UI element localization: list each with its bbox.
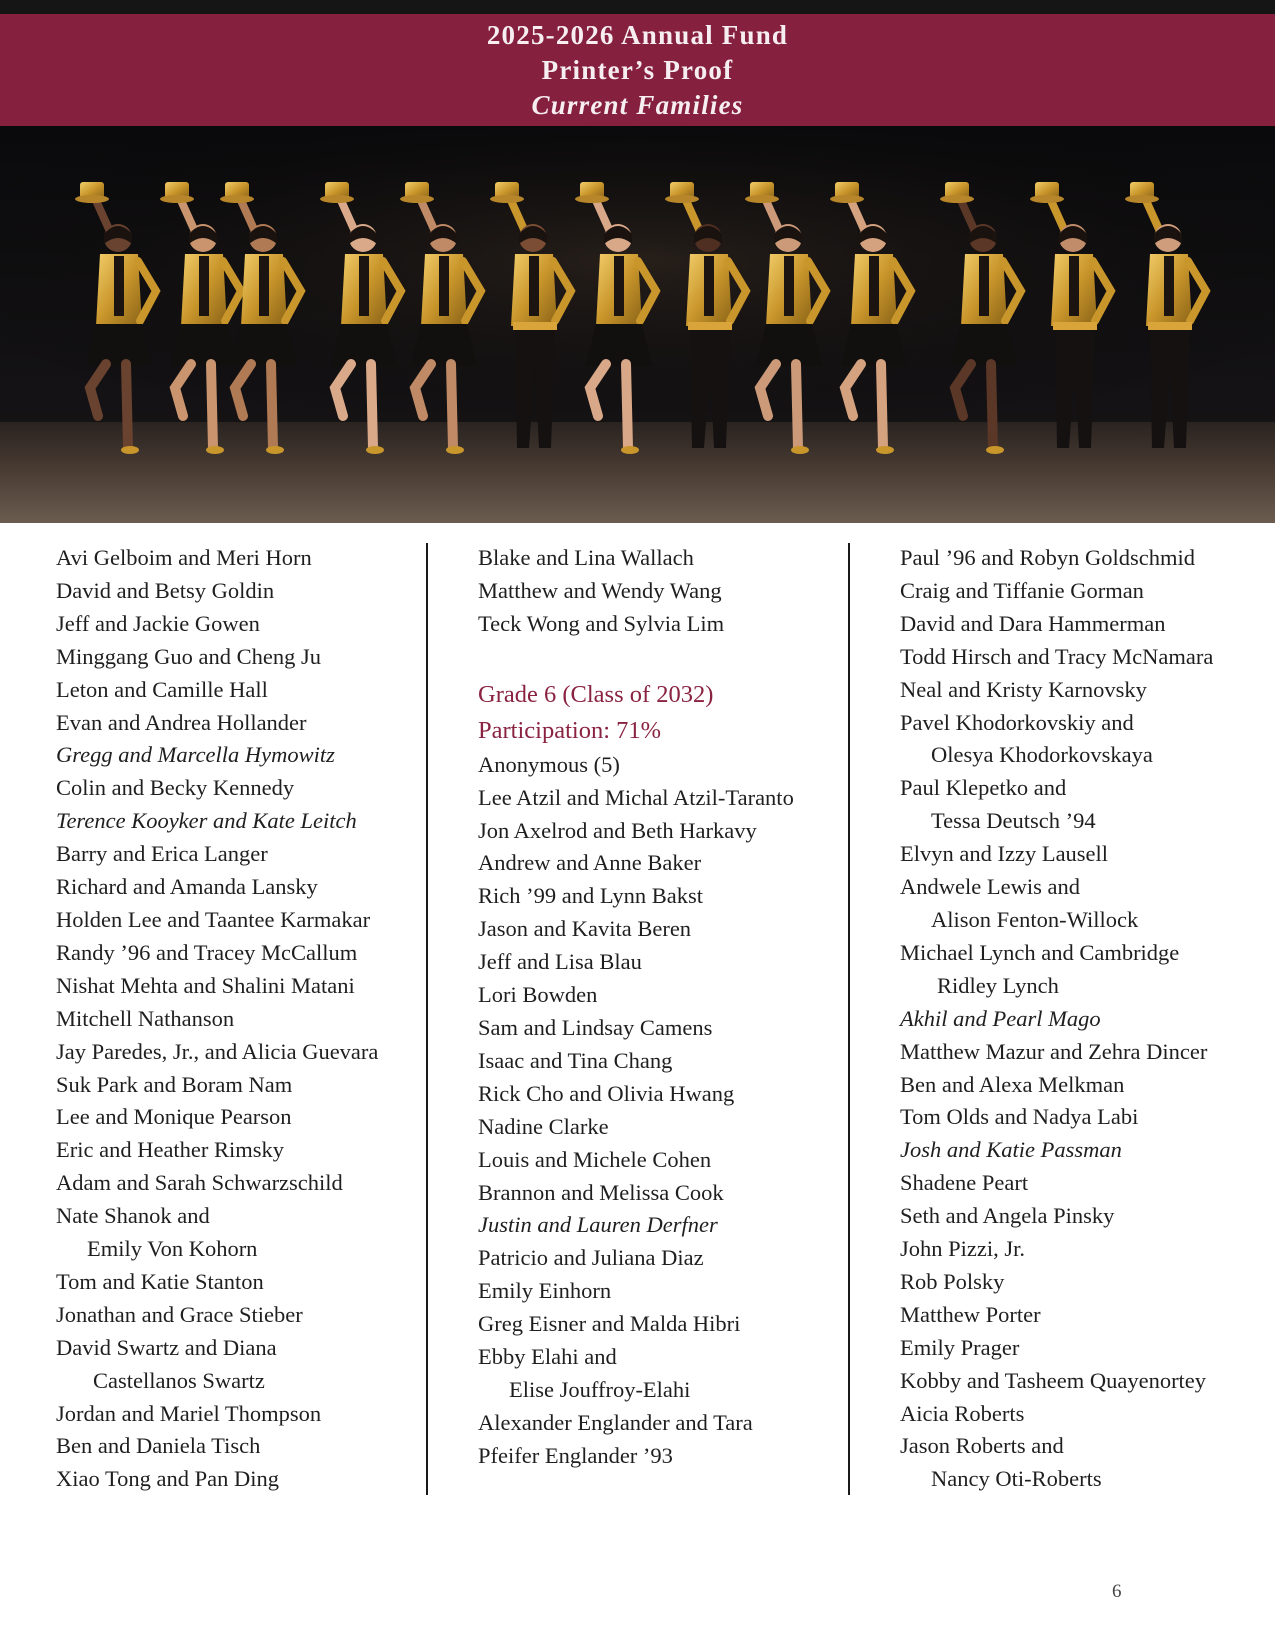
donor-name: Seth and Angela Pinsky [900,1203,1115,1229]
stage-photo [0,126,1275,523]
donor-name: Evan and Andrea Hollander [56,709,307,735]
donor-name: Leton and Camille Hall [56,676,268,702]
donor-name: Anonymous (5) [478,751,620,777]
donor-name: Tessa Deutsch ’94 [931,808,1096,834]
donor-name: Andrew and Anne Baker [478,850,702,876]
donor-name: Akhil and Pearl Mago [900,1005,1101,1031]
donor-name: Elise Jouffroy-Elahi [509,1376,691,1402]
donor-name: Richard and Amanda Lansky [56,874,318,900]
donor-name: Matthew and Wendy Wang [478,577,722,603]
grade-heading: Grade 6 (Class of 2032) [478,680,714,708]
donor-name: Louis and Michele Cohen [478,1146,712,1172]
donor-name: Matthew Porter [900,1301,1041,1327]
column-divider-1 [426,543,428,1495]
donor-name: Matthew Mazur and Zehra Dincer [900,1038,1208,1064]
donor-name: Randy ’96 and Tracey McCallum [56,939,358,965]
donor-name: David and Betsy Goldin [56,577,275,603]
donor-name: Ben and Daniela Tisch [56,1433,261,1459]
donor-name: Gregg and Marcella Hymowitz [56,742,335,768]
donor-name: Paul ’96 and Robyn Goldschmid [900,545,1195,570]
donor-name: Emily Einhorn [478,1278,612,1304]
donor-name: Jordan and Mariel Thompson [56,1400,322,1426]
grade-heading: Participation: 71% [478,716,662,744]
donor-name: Brannon and Melissa Cook [478,1179,724,1205]
donor-name: Paul Klepetko and [900,775,1067,801]
donor-name: Lee and Monique Pearson [56,1104,292,1130]
donor-name: Adam and Sarah Schwarzschild [56,1170,343,1196]
donor-name: Holden Lee and Taantee Karmakar [56,906,371,932]
donor-name: Nancy Oti-Roberts [931,1466,1102,1492]
donor-name: Olesya Khodorkovskaya [931,742,1153,768]
donor-name: Barry and Erica Langer [56,841,268,867]
banner-title: 2025-2026 Annual Fund [486,20,789,50]
donor-name: Ridley Lynch [937,972,1059,998]
donor-name: Castellanos Swartz [93,1367,265,1393]
donor-name: Todd Hirsch and Tracy McNamara [900,643,1214,669]
donor-name: Lee Atzil and Michal Atzil-Taranto [478,784,794,810]
donor-name: Justin and Lauren Derfner [478,1212,718,1238]
donor-name: Greg Eisner and Malda Hibri [478,1311,741,1337]
donor-name: Pfeifer Englander ’93 [478,1442,673,1468]
donor-name: Neal and Kristy Karnovsky [900,676,1147,702]
donor-name: Andwele Lewis and [900,874,1080,900]
donor-name: Pavel Khodorkovskiy and [900,709,1134,735]
donor-name: David and Dara Hammerman [900,610,1166,636]
donor-name: Kobby and Tasheem Quayenortey [900,1367,1207,1393]
column-divider-2 [848,543,850,1495]
donor-name: Jonathan and Grace Stieber [56,1301,303,1327]
donor-name: Blake and Lina Wallach [478,545,694,570]
donor-name: Tom and Katie Stanton [56,1268,264,1294]
donor-name: Xiao Tong and Pan Ding [56,1466,279,1492]
donor-name: Ebby Elahi and [478,1344,617,1370]
donor-name: Nate Shanok and [56,1203,210,1229]
donor-name: Ben and Alexa Melkman [900,1071,1125,1097]
donor-name: Rick Cho and Olivia Hwang [478,1080,735,1106]
donor-name: Patricio and Juliana Diaz [478,1245,704,1271]
donor-name: Shadene Peart [900,1170,1029,1196]
donor-name: Nishat Mehta and Shalini Matani [56,972,355,998]
donor-name: Tom Olds and Nadya Labi [900,1104,1139,1130]
donor-name: Teck Wong and Sylvia Lim [478,610,725,636]
page-number: 6 [1112,1581,1122,1602]
donor-name: Jason Roberts and [900,1433,1064,1459]
donor-name: Jeff and Jackie Gowen [56,610,260,636]
donor-name: Alexander Englander and Tara [478,1409,753,1435]
donor-name: Suk Park and Boram Nam [56,1071,293,1097]
donor-name: Rob Polsky [900,1268,1005,1294]
donor-name: Rich ’99 and Lynn Bakst [478,883,703,909]
donor-name: Avi Gelboim and Meri Horn [56,545,312,570]
donor-name: Sam and Lindsay Camens [478,1014,713,1040]
donor-name: Colin and Becky Kennedy [56,775,295,801]
donor-name: Eric and Heather Rimsky [56,1137,285,1163]
donor-name: Terence Kooyker and Kate Leitch [56,808,357,834]
donor-name: Aicia Roberts [900,1400,1025,1426]
header-banner [0,14,1275,126]
donor-name: David Swartz and Diana [56,1334,277,1360]
donor-column-1 [56,542,416,1496]
donor-name: Josh and Katie Passman [900,1137,1122,1163]
donor-name: John Pizzi, Jr. [900,1236,1026,1262]
donor-name: Mitchell Nathanson [56,1005,235,1031]
donor-name: Emily Prager [900,1334,1020,1360]
donor-name: Jeff and Lisa Blau [478,949,642,975]
donor-name: Elvyn and Izzy Lausell [900,841,1109,867]
donor-name: Emily Von Kohorn [87,1236,258,1262]
banner-section-title: Current Families [531,90,744,120]
donor-name: Alison Fenton-Willock [931,906,1139,932]
donor-name: Nadine Clarke [478,1113,609,1139]
donor-name: Craig and Tiffanie Gorman [900,577,1144,603]
donor-name: Jon Axelrod and Beth Harkavy [478,817,757,843]
top-edge-bar [0,0,1275,14]
section-spacer [478,641,838,677]
donor-name: Lori Bowden [478,982,598,1008]
donor-column-3 [900,542,1260,1496]
donor-name: Jay Paredes, Jr., and Alicia Guevara [56,1038,379,1064]
donor-column-2 [478,542,838,1473]
banner-subtitle: Printer’s Proof [541,55,734,85]
donor-name: Minggang Guo and Cheng Ju [56,643,321,669]
donor-name: Isaac and Tina Chang [478,1047,673,1073]
donor-name: Michael Lynch and Cambridge [900,939,1180,965]
donor-name: Jason and Kavita Beren [478,916,692,942]
